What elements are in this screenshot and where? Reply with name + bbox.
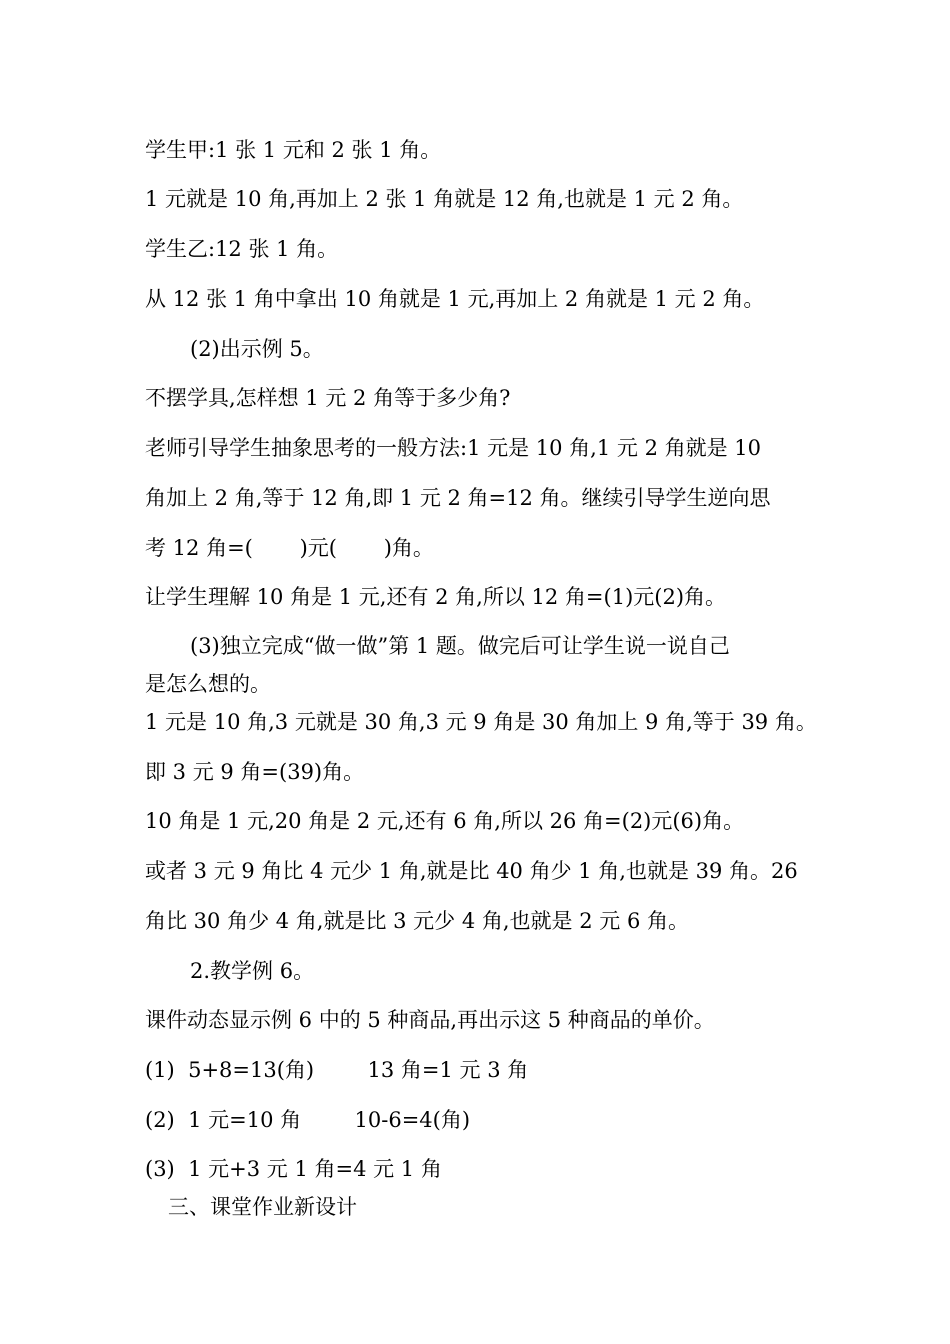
paragraph-solution-2: 10 角是 1 元,20 角是 2 元,还有 6 角,所以 26 角=(2)元(6)角。 [145, 809, 745, 833]
paragraph-student-b-explanation: 从 12 张 1 角中拿出 10 角就是 1 元,再加上 2 角就是 1 元 2 角。 [145, 287, 765, 311]
paragraph-how-think: 是怎么想的。 [145, 672, 271, 696]
paragraph-student-a-explanation: 1 元就是 10 角,再加上 2 张 1 角就是 12 角,也就是 1 元 2 角。 [145, 187, 744, 211]
heading-example-5: (2)出示例 5。 [190, 337, 324, 361]
paragraph-courseware: 课件动态显示例 6 中的 5 种商品,再出示这 5 种商品的单价。 [145, 1008, 715, 1032]
paragraph-understanding: 让学生理解 10 角是 1 元,还有 2 角,所以 12 角=(1)元(2)角。 [145, 585, 727, 609]
equation-1: (1) 5+8=13(角) 13 角=1 元 3 角 [145, 1058, 529, 1082]
paragraph-solution-1: 1 元是 10 角,3 元就是 30 角,3 元 9 角是 30 角加上 9 角,等于 39 角。 [145, 710, 817, 734]
paragraph-solution-1-result: 即 3 元 9 角=(39)角。 [145, 760, 365, 784]
paragraph-student-b: 学生乙:12 张 1 角。 [145, 237, 339, 261]
paragraph-alternative-1: 或者 3 元 9 角比 4 元少 1 角,就是比 40 角少 1 角,也就是 39 角。26 [145, 859, 798, 883]
equation-2: (2) 1 元=10 角 10-6=4(角) [145, 1108, 471, 1132]
paragraph-reverse-thinking: 考 12 角=( )元( )角。 [145, 536, 434, 560]
paragraph-teacher-guide-1: 老师引导学生抽象思考的一般方法:1 元是 10 角,1 元 2 角就是 10 [145, 436, 762, 460]
heading-do-it-1: (3)独立完成“做一做”第 1 题。做完后可让学生说一说自己 [190, 634, 730, 658]
heading-example-6: 2.教学例 6。 [190, 959, 315, 983]
equation-3: (3) 1 元+3 元 1 角=4 元 1 角 [145, 1157, 442, 1181]
paragraph-question: 不摆学具,怎样想 1 元 2 角等于多少角? [145, 386, 511, 410]
paragraph-teacher-guide-2: 角加上 2 角,等于 12 角,即 1 元 2 角=12 角。继续引导学生逆向思 [145, 486, 771, 510]
paragraph-student-a: 学生甲:1 张 1 元和 2 张 1 角。 [145, 138, 442, 162]
paragraph-alternative-2: 角比 30 角少 4 角,就是比 3 元少 4 角,也就是 2 元 6 角。 [145, 909, 689, 933]
heading-section-3: 三、课堂作业新设计 [168, 1195, 357, 1219]
